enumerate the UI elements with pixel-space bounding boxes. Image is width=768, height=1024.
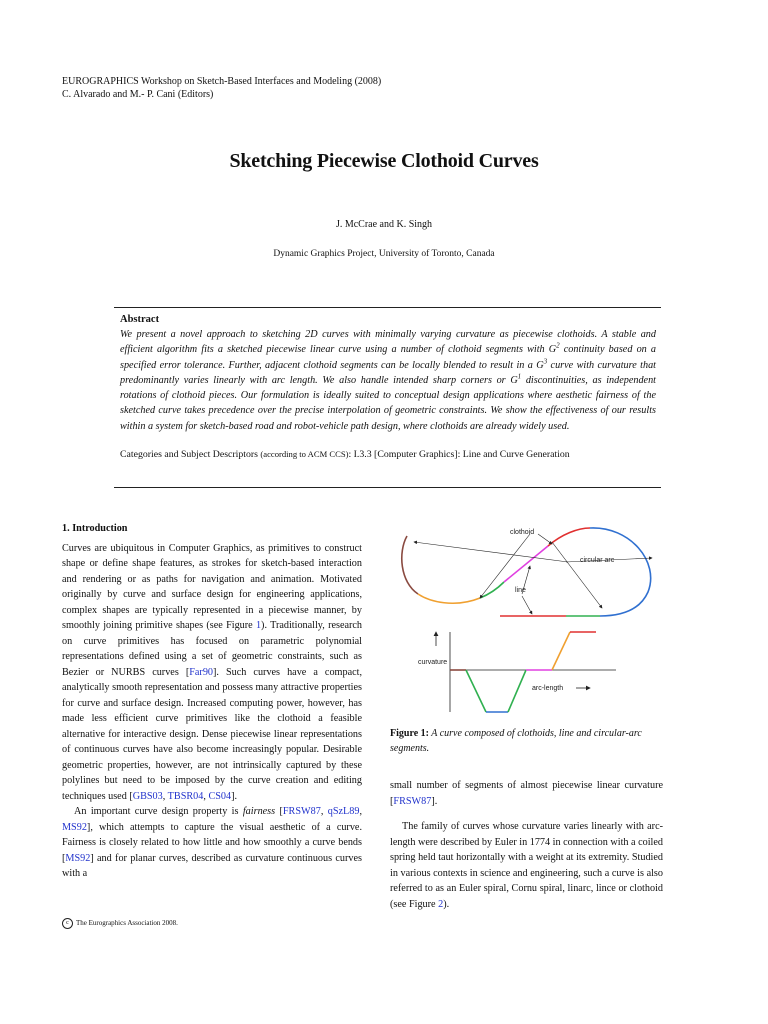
right-text: small number of segments of almost piecewise linear curvature [ xyxy=(390,780,663,807)
citation-frsw87[interactable]: FRSW87 xyxy=(282,806,321,817)
right-text: The family of curves whose curvature varies linearly with arc-length were described by Euler in 1774 in connection with a coiled spring held taut horizontally with a weight at its extremity. Studied in various contexts in science and engineering, such a curve is also referred to as an Euler spiral, Cornu spiral, linarc, lince or clothoid (see Figure xyxy=(390,821,663,910)
caption-text: A curve composed of clothoids, line and circular-arc segments. xyxy=(390,728,642,754)
magenta-line-segment xyxy=(504,546,548,582)
citation-qszl89[interactable]: qSzL89 xyxy=(327,806,360,817)
g2-symbol: G xyxy=(548,344,557,356)
abstract-heading: Abstract xyxy=(120,314,160,325)
intro-text: ] and for planar curves, described as curvature continuous curves with a xyxy=(62,852,362,879)
figure-ref-2[interactable]: 2 xyxy=(438,898,444,910)
right-paragraph-2 xyxy=(390,819,663,912)
intro-text: ). Traditionally, research on curve primitives has focused on parametric polynomial representations defined using a set of geometric constraints, such as Bezier or NURBS curves [ xyxy=(62,620,362,678)
intro-text: An important curve design property is xyxy=(74,806,243,817)
editors-header: C. Alvarado and M.- P. Cani (Editors) xyxy=(62,89,214,100)
citation-far90[interactable]: Far90 xyxy=(189,666,214,678)
ccs-label: Categories and Subject Descriptors xyxy=(120,449,261,460)
orange-clothoid-segment xyxy=(418,594,480,603)
g1-symbol: G xyxy=(510,374,518,386)
citation-tbsr04[interactable]: TBSR04 xyxy=(167,790,204,802)
abstract-body xyxy=(120,327,656,434)
intro-text: ]. xyxy=(231,790,238,802)
figure-1 xyxy=(390,522,666,722)
label-clothoid: clothoid xyxy=(510,529,535,536)
citation-ms92[interactable]: MS92 xyxy=(65,852,91,864)
g2-superscript: 2 xyxy=(556,341,560,350)
ccs-text: : I.3.3 [Computer Graphics]: Line and Curve Generation xyxy=(348,449,570,460)
right-text: ]. xyxy=(431,795,438,807)
citation-cs04[interactable]: CS04 xyxy=(208,790,232,802)
citation-separator: , xyxy=(359,806,362,817)
venue-header: EUROGRAPHICS Workshop on Sketch-Based Interfaces and Modeling (2008) xyxy=(62,76,382,87)
intro-paragraph-1 xyxy=(62,541,362,805)
figure-1-caption xyxy=(390,726,666,756)
abstract-bottom-rule xyxy=(114,487,661,488)
red-clothoid-segment xyxy=(548,528,590,546)
g1-superscript: 1 xyxy=(517,372,522,381)
abstract-text-3: curve with curvature that predominantly varies linearly with arc length. We also handle intended sharp corners or xyxy=(120,359,656,386)
intro-text: ]. Such curves have a compact, analytically smooth representation and possess many attractive properties for curve and surface design. Increased computing power, however, has made less efficient curve primitives like the clothoid a feasible alternative for interactive design. Dense piecewise linear representations of continuous curves have also become increasingly popular. Desirable geometric properties, however, are not intrinsically captured by these polylines but need to be imposed by the curve creation and editing techniques used [ xyxy=(62,666,362,802)
intro-text: Curves are ubiquitous in Computer Graphics, as primitives to construct shape or define shape features, as strokes for sketch-based interaction and rendering or as paths for navigation and animation. Motivated originally by curve and surface design for engineering applications, complex shapes are typically represented in a piecewise manner, by smoothly joining primitive shapes (see Figure xyxy=(62,542,362,631)
label-circular-arc: circular arc xyxy=(580,557,615,564)
fairness-term: fairness xyxy=(242,806,276,817)
blue-circular-arc xyxy=(590,528,651,616)
citation-frsw87[interactable]: FRSW87 xyxy=(393,795,432,807)
clothoid-leader xyxy=(538,534,552,544)
citation-separator: , xyxy=(203,790,209,802)
label-curvature: curvature xyxy=(418,659,448,666)
profile-orange-up xyxy=(552,632,570,670)
circular-arc-leader-left xyxy=(414,542,568,562)
intro-text: ], which attempts to capture the visual aesthetic of a curve. Fairness is closely related to how little and how smoothly a curve bends [ xyxy=(62,821,362,864)
label-line: line xyxy=(515,587,526,594)
left-column xyxy=(62,521,362,882)
citation-ms92[interactable]: MS92 xyxy=(62,821,87,833)
profile-green-up xyxy=(508,670,526,712)
caption-label: Figure 1: xyxy=(390,728,429,739)
right-text: ). xyxy=(443,898,450,910)
g3-superscript: 3 xyxy=(543,357,548,366)
profile-green-down xyxy=(466,670,486,712)
copyright-icon: c xyxy=(62,918,73,929)
affiliation: Dynamic Graphics Project, University of Toronto, Canada xyxy=(273,249,495,259)
paper-title: Sketching Piecewise Clothoid Curves xyxy=(229,150,539,172)
abstract-text-2: continuity based on a specified error tolerance. Further, adjacent clothoid segments can be locally blended to result in a xyxy=(120,344,656,371)
abstract-text-4: discontinuities, as independent rotations of clothoid pieces. Our formulation is ideally suited to conceptual design applications where aesthetic fairness of the sketched curve takes precedence over the precise interpolation of geometric constraints. We show the effectiveness of our results within a system for sketch-based road and robot-vehicle path design, where clothoids are already widely used. xyxy=(120,374,656,432)
green-clothoid-segment xyxy=(480,582,504,598)
citation-separator: , xyxy=(320,806,328,817)
right-column xyxy=(390,778,663,912)
citation-gbs03[interactable]: GBS03 xyxy=(132,790,163,802)
clothoid-leader-3 xyxy=(552,542,602,608)
citation-separator: , xyxy=(162,790,168,802)
authors: J. McCrae and K. Singh xyxy=(335,219,433,230)
g3-symbol: G xyxy=(536,359,544,371)
line-leader-down xyxy=(522,596,532,614)
abstract-top-rule xyxy=(114,307,661,308)
brown-clothoid-segment xyxy=(402,536,418,594)
label-arc-length: arc-length xyxy=(532,685,564,692)
figure-ref-1[interactable]: 1 xyxy=(255,620,262,631)
copyright-text: The Eurographics Association 2008. xyxy=(76,919,178,928)
intro-paragraph-2 xyxy=(62,804,362,882)
section-heading-introduction: 1. Introduction xyxy=(62,523,128,534)
intro-text: [ xyxy=(275,806,283,817)
figure-1-diagram xyxy=(390,522,666,722)
ccs-descriptors xyxy=(120,447,640,462)
right-paragraph-1 xyxy=(390,778,663,809)
abstract-text-1: We present a novel approach to sketching 2D curves with minimally varying curvature as piecewise clothoids. A stable and efficient algorithm fits a sketched piecewise linear curve using a number of clothoid segments with xyxy=(120,329,656,356)
ccs-small: (according to ACM CCS) xyxy=(260,449,349,459)
copyright-footer xyxy=(62,918,178,929)
